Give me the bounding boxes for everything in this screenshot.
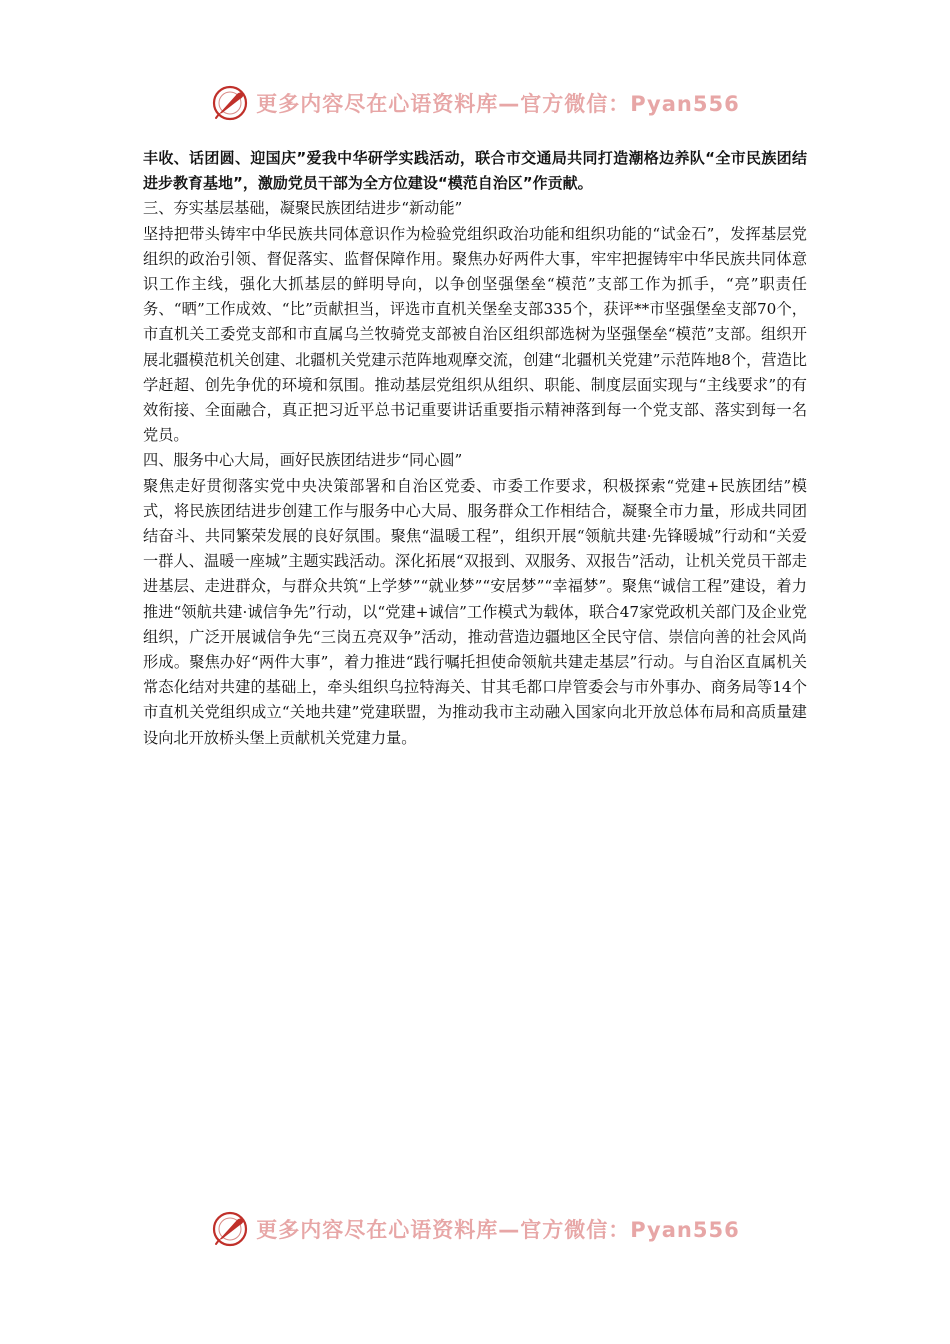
quill-logo-icon [210,83,250,123]
section-heading-3: 三、夯实基层基础，凝聚民族团结进步“新动能” [143,199,463,218]
continued-paragraph: 丰收、话团圆、迎国庆”爱我中华研学实践活动，联合市交通局共同打造潮格边养队“全市民族团结进步教育基地”，激励党员干部为全方位建设“模范自治区”作贡献。 [143,149,807,193]
section-paragraph-3: 坚持把带头铸牢中华民族共同体意识作为检验党组织政治功能和组织功能的“试金石”，发挥基层党组织的政治引领、督促落实、监督保障作用。聚焦办好两件大事，牢牢把握铸牢中华民族共同体意识工作主线，强化大抓基层的鲜明导向，以争创坚强堡垒“模范”支部工作为抓手，“亮”职责任务、“晒”工作成效、“比”贡献担当，评选市直机关堡垒支部335个，获评**市坚强堡垒支部70个，市直机关工委党支部和市直属乌兰牧骑党支部被自治区组织部选树为坚强堡垒“模范”支部。组织开展北疆模范机关创建、北疆机关党建示范阵地观摩交流，创建“北疆机关党建”示范阵地8个，营造比学赶超、创先争优的环境和氛围。推动基层党组织从组织、职能、制度层面实现与“主线要求”的有效衔接、全面融合，真正把习近平总书记重要讲话重要指示精神落到每一个党支部、落实到每一名党员。 [143,224,807,445]
document-body [143,146,807,751]
footer-watermark-banner [0,1206,950,1252]
section-heading-4: 四、服务中心大局，画好民族团结进步“同心圆” [143,451,463,470]
section-paragraph-4: 聚焦走好贯彻落实党中央决策部署和自治区党委、市委工作要求，积极探索“党建+民族团结”模式，将民族团结进步创建工作与服务中心大局、服务群众工作相结合，凝聚全市力量，形成共同团结奋斗、共同繁荣发展的良好氛围。聚焦“温暖工程”，组织开展“领航共建·先锋暖城”行动和“关爱一群人、温暖一座城”主题实践活动。深化拓展“双报到、双服务、双报告”活动，让机关党员干部走进基层、走进群众，与群众共筑“上学梦”“就业梦”“安居梦”“幸福梦”。聚焦“诚信工程”建设，着力推进“领航共建·诚信争先”行动，以“党建+诚信”工作模式为载体，联合47家党政机关部门及企业党组织，广泛开展诚信争先“三岗五亮双争”活动，推动营造边疆地区全民守信、崇信向善的社会风尚形成。聚焦办好“两件大事”，着力推进“践行嘱托担使命领航共建走基层”行动。与自治区直属机关常态化结对共建的基础上，牵头组织乌拉特海关、甘其毛都口岸管委会与市外事办、商务局等14个市直机关党组织成立“关地共建”党建联盟，为推动我市主动融入国家向北开放总体布局和高质量建设向北开放桥头堡上贡献机关党建力量。 [143,476,807,747]
footer-watermark-text: 更多内容尽在心语资料库—官方微信：Pyan556 [256,1218,740,1242]
header-watermark-text: 更多内容尽在心语资料库—官方微信：Pyan556 [256,92,740,116]
header-watermark-banner [0,80,950,126]
quill-logo-icon [210,1209,250,1249]
